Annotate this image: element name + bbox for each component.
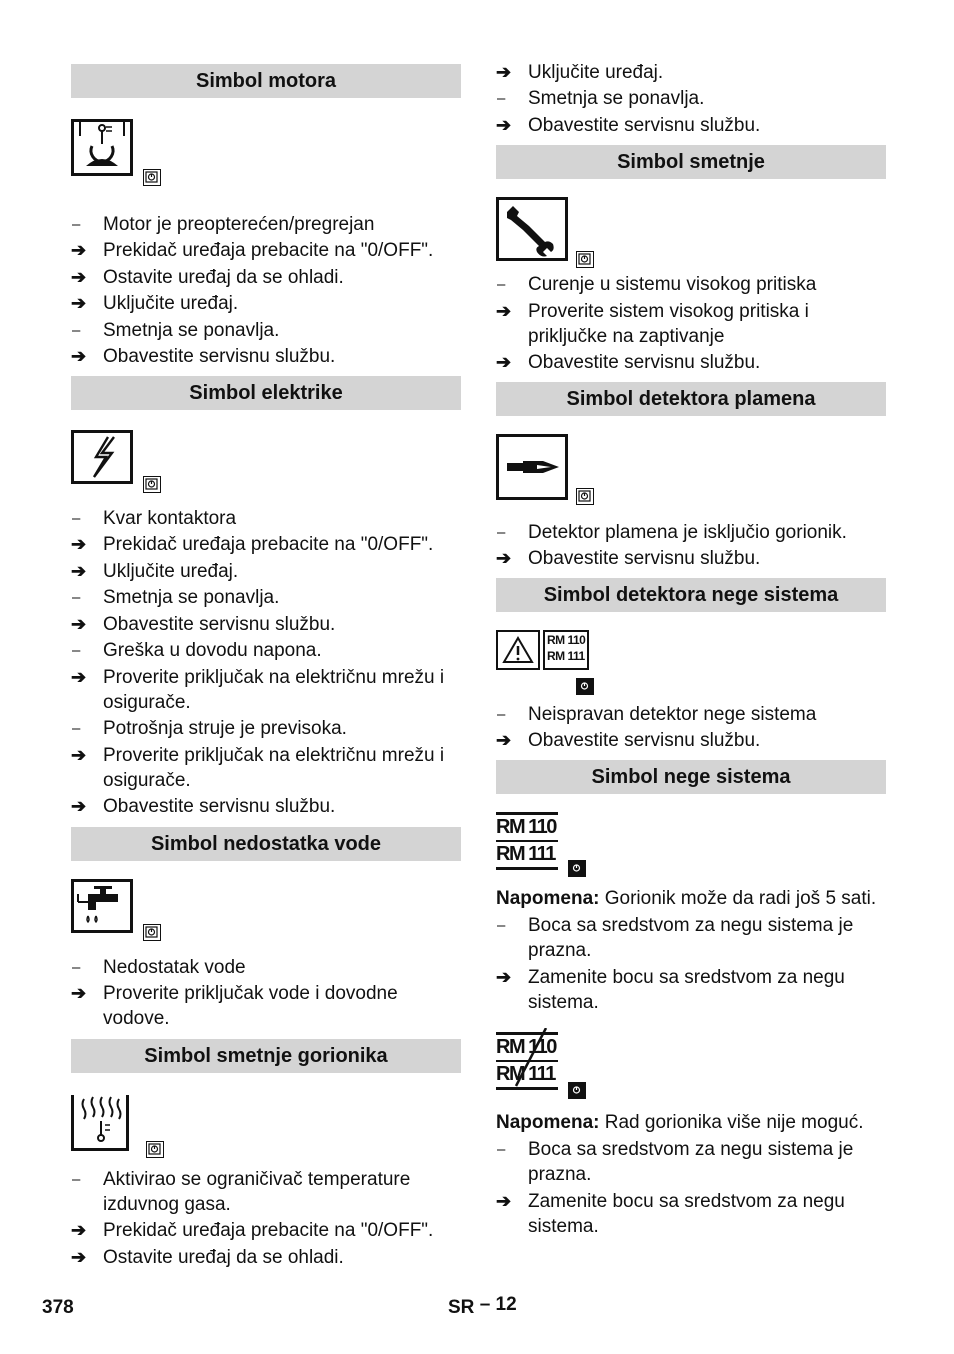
rm-label: RM 110	[496, 1032, 558, 1062]
list-item: ➔ Proverite priključak na električnu mrežu i osigurače.	[71, 666, 445, 713]
list-item: ➔ Obavestite servisnu službu.	[71, 613, 336, 635]
section-title-smetnje: Simbol smetnje	[496, 145, 886, 179]
exhaust-temperature-icon	[71, 1095, 129, 1151]
list-continued	[496, 60, 886, 138]
list-nege-2	[496, 1137, 886, 1239]
icon-row-motor	[71, 98, 461, 210]
section-title-vode: Simbol nedostatka vode	[71, 827, 461, 861]
icon-row-nege	[496, 794, 886, 882]
icon-row-elektrike	[71, 410, 461, 504]
list-item: ➔ Obavestite servisnu službu.	[496, 114, 761, 136]
section-title-elektrike: Simbol elektrike	[71, 376, 461, 410]
list-item: ➔ Zamenite bocu sa sredstvom za negu sistema.	[496, 1190, 845, 1237]
list-item: ➔ Ostavite uređaj da se ohladi.	[71, 266, 344, 288]
list-item: – Neispravan detektor nege sistema	[497, 703, 817, 725]
list-item: – Smetnja se ponavlja.	[72, 319, 280, 341]
list-item: ➔ Uključite uređaj.	[496, 61, 664, 83]
list-nege-1	[496, 913, 886, 1015]
list-item: – Curenje u sistemu visokog pritiska	[497, 274, 817, 295]
list-item: ➔ Obavestite servisnu službu.	[71, 796, 336, 817]
section-title-gorionika: Simbol smetnje gorionika	[71, 1039, 461, 1073]
icon-row-smetnje	[496, 179, 886, 271]
icon-row-nege-2	[496, 1016, 886, 1106]
icon-row-vode	[71, 861, 461, 953]
list-item: ➔ Prekidač uređaja prebacite na "0/OFF".	[71, 1220, 434, 1241]
list-item: – Aktivirao se ograničivač temperature izduvnog gasa.	[72, 1168, 411, 1215]
list-item: ➔ Prekidač uređaja prebacite na "0/OFF".	[71, 240, 434, 261]
rm-label-box	[543, 630, 589, 670]
list-item: ➔ Ostavite uređaj da se ohladi.	[71, 1246, 344, 1268]
list-gorionika	[71, 1167, 461, 1270]
list-plamena	[496, 520, 886, 572]
rm-care-disabled-icon	[496, 1032, 558, 1090]
section-page: – 12	[479, 1294, 517, 1315]
list-item: – Boca sa sredstvom za negu sistema je prazna.	[497, 915, 854, 961]
section-title-plamena: Simbol detektora plamena	[496, 382, 886, 416]
icon-row-gorionika	[71, 1073, 461, 1165]
list-item: ➔ Uključite uređaj.	[71, 560, 239, 582]
list-item: – Smetnja se ponavlja.	[497, 88, 705, 109]
list-elektrike	[71, 506, 461, 820]
status-lamp-icon	[576, 678, 594, 695]
list-item: – Motor je preopterećen/pregrejan	[72, 213, 375, 235]
page-number: 378	[42, 1297, 74, 1318]
list-motor	[71, 212, 461, 370]
list-item: ➔ Zamenite bocu sa sredstvom za negu sistema.	[496, 966, 845, 1013]
status-lamp-icon	[146, 1141, 164, 1158]
rm-label: RM 111	[496, 842, 558, 870]
wrench-icon	[496, 197, 568, 261]
rm-label: RM 110	[496, 812, 558, 842]
list-item: – Smetnja se ponavlja.	[72, 587, 280, 608]
list-item: ➔ Obavestite servisnu službu.	[496, 730, 761, 751]
list-vode	[71, 955, 461, 1032]
list-smetnje	[496, 272, 886, 375]
status-lamp-icon	[143, 169, 161, 186]
list-item: ➔ Proverite priključak na električnu mrežu i osigurače.	[71, 744, 445, 791]
status-lamp-icon	[143, 924, 161, 941]
list-item: – Nedostatak vode	[72, 956, 246, 978]
section-title-detektor-nege: Simbol detektora nege sistema	[496, 578, 886, 612]
icon-row-detektor-nege	[496, 612, 886, 700]
water-tap-icon	[71, 879, 133, 933]
rm-label: RM 111	[496, 1062, 558, 1090]
section-title-motor: Simbol motora	[71, 64, 461, 98]
rm-label: RM 111	[547, 649, 585, 663]
list-item: ➔ Obavestite servisnu službu.	[496, 352, 761, 373]
status-lamp-icon	[576, 488, 594, 505]
section-title-nege: Simbol nege sistema	[496, 760, 886, 794]
footer-section	[448, 1294, 517, 1319]
list-detektor-nege	[496, 702, 886, 754]
status-lamp-icon	[568, 1082, 586, 1099]
right-column	[496, 58, 886, 1240]
note-1: Napomena: Gorionik može da radi još 5 sati.	[496, 888, 877, 909]
list-item: – Kvar kontaktora	[72, 507, 237, 529]
list-item: ➔ Proverite sistem visokog pritiska i priključke na zaptivanje	[496, 300, 809, 347]
list-item: ➔ Obavestite servisnu službu.	[496, 548, 761, 569]
status-lamp-icon	[143, 476, 161, 493]
section-code: SR	[448, 1297, 475, 1318]
list-item: ➔ Proverite priključak vode i dovodne vodove.	[71, 983, 398, 1029]
list-item: ➔ Uključite uređaj.	[71, 293, 239, 314]
list-item: ➔ Prekidač uređaja prebacite na "0/OFF".	[71, 534, 434, 555]
left-column	[71, 64, 461, 1271]
status-lamp-icon	[576, 251, 594, 268]
lightning-icon	[71, 430, 133, 484]
motor-overheat-icon	[71, 119, 133, 176]
warning-triangle-icon	[496, 630, 540, 670]
status-lamp-icon	[568, 860, 586, 877]
list-item: – Greška u dovodu napona.	[72, 640, 322, 661]
list-item: – Boca sa sredstvom za negu sistema je prazna.	[497, 1139, 854, 1185]
flame-detector-icon	[496, 434, 568, 500]
rm-care-icon	[496, 812, 558, 870]
list-item: – Potrošnja struje je previsoka.	[72, 718, 347, 739]
note-2: Napomena: Rad gorionika više nije moguć.	[496, 1112, 864, 1133]
list-item: ➔ Obavestite servisnu službu.	[71, 346, 336, 367]
list-item: – Detektor plamena je isključio gorionik.	[497, 521, 847, 543]
icon-row-plamena	[496, 416, 886, 518]
rm-label: RM 110	[547, 633, 586, 647]
